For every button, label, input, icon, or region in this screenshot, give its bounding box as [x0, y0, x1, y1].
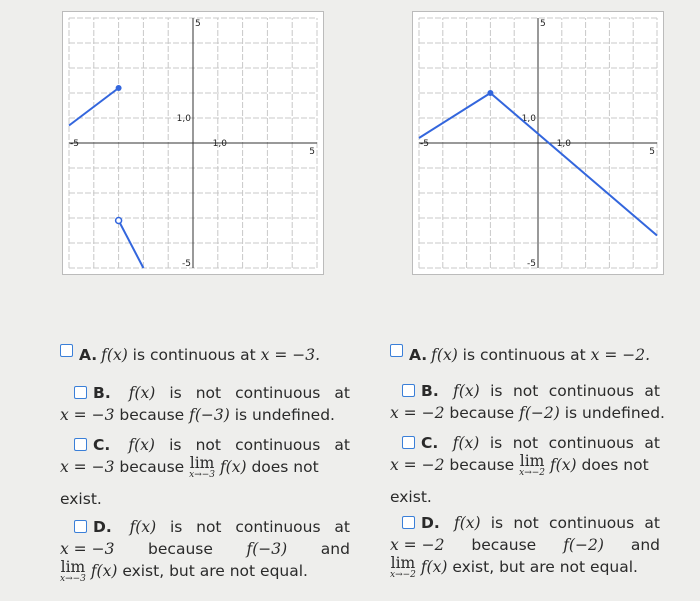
checkbox-icon[interactable] [60, 344, 73, 357]
option-c-left[interactable]: C. f(x) is not continuous at x = −3 because lim x→−3 f(x) does not exist. [60, 436, 350, 508]
x-min-label: -5 [420, 139, 429, 149]
closed-point [487, 90, 493, 96]
graph-left [62, 11, 324, 275]
option-d-right[interactable]: D. f(x) is not continuous at x = −2 because f(−2) and lim x→−2 f(x) exist, but are not equal. [390, 514, 660, 580]
y-max-label: 5 [195, 19, 201, 29]
checkbox-icon[interactable] [402, 384, 415, 397]
graph-right [412, 11, 664, 275]
x-max-label: 5 [649, 147, 655, 157]
option-b-right[interactable]: B. f(x) is not continuous at x = −2 because f(−2) is undefined. [390, 382, 665, 422]
limit-expression: lim x→−2 [519, 452, 546, 478]
closed-point [116, 85, 122, 91]
y-min-label: -5 [527, 259, 536, 269]
option-a-left[interactable]: A. f(x) is continuous at x = −3. [60, 344, 350, 366]
function-curve [119, 221, 144, 269]
checkbox-icon[interactable] [74, 386, 87, 399]
option-b-left[interactable]: B. f(x) is not continuous at x = −3 because f(−3) is undefined. [60, 384, 350, 424]
limit-expression: lim x→−2 [390, 554, 416, 580]
x-max-label: 5 [309, 147, 315, 157]
checkbox-icon[interactable] [402, 436, 415, 449]
graph-right-plot [413, 12, 663, 274]
graph-left-plot [63, 12, 323, 274]
limit-expression: lim x→−3 [60, 558, 86, 584]
one-y-label: 1,0 [521, 114, 536, 124]
checkbox-icon[interactable] [74, 438, 87, 451]
checkbox-icon[interactable] [74, 520, 87, 533]
x-min-label: -5 [70, 139, 79, 149]
one-y-label: 1,0 [176, 114, 191, 124]
option-c-right[interactable]: C. f(x) is not continuous at x = −2 because lim x→−2 f(x) does not exist. [390, 434, 660, 506]
open-point [116, 218, 122, 224]
checkbox-icon[interactable] [402, 516, 415, 529]
limit-expression: lim x→−3 [189, 454, 216, 480]
y-min-label: -5 [182, 259, 191, 269]
option-a-right[interactable]: A. f(x) is continuous at x = −2. [390, 344, 660, 366]
one-x-label: 1,0 [212, 139, 227, 149]
one-x-label: 1,0 [556, 139, 571, 149]
checkbox-icon[interactable] [390, 344, 403, 357]
y-max-label: 5 [540, 19, 546, 29]
option-d-left[interactable]: D. f(x) is not continuous at x = −3 because f(−3) and lim x→−3 f(x) exist, but are not equal. [60, 518, 350, 584]
